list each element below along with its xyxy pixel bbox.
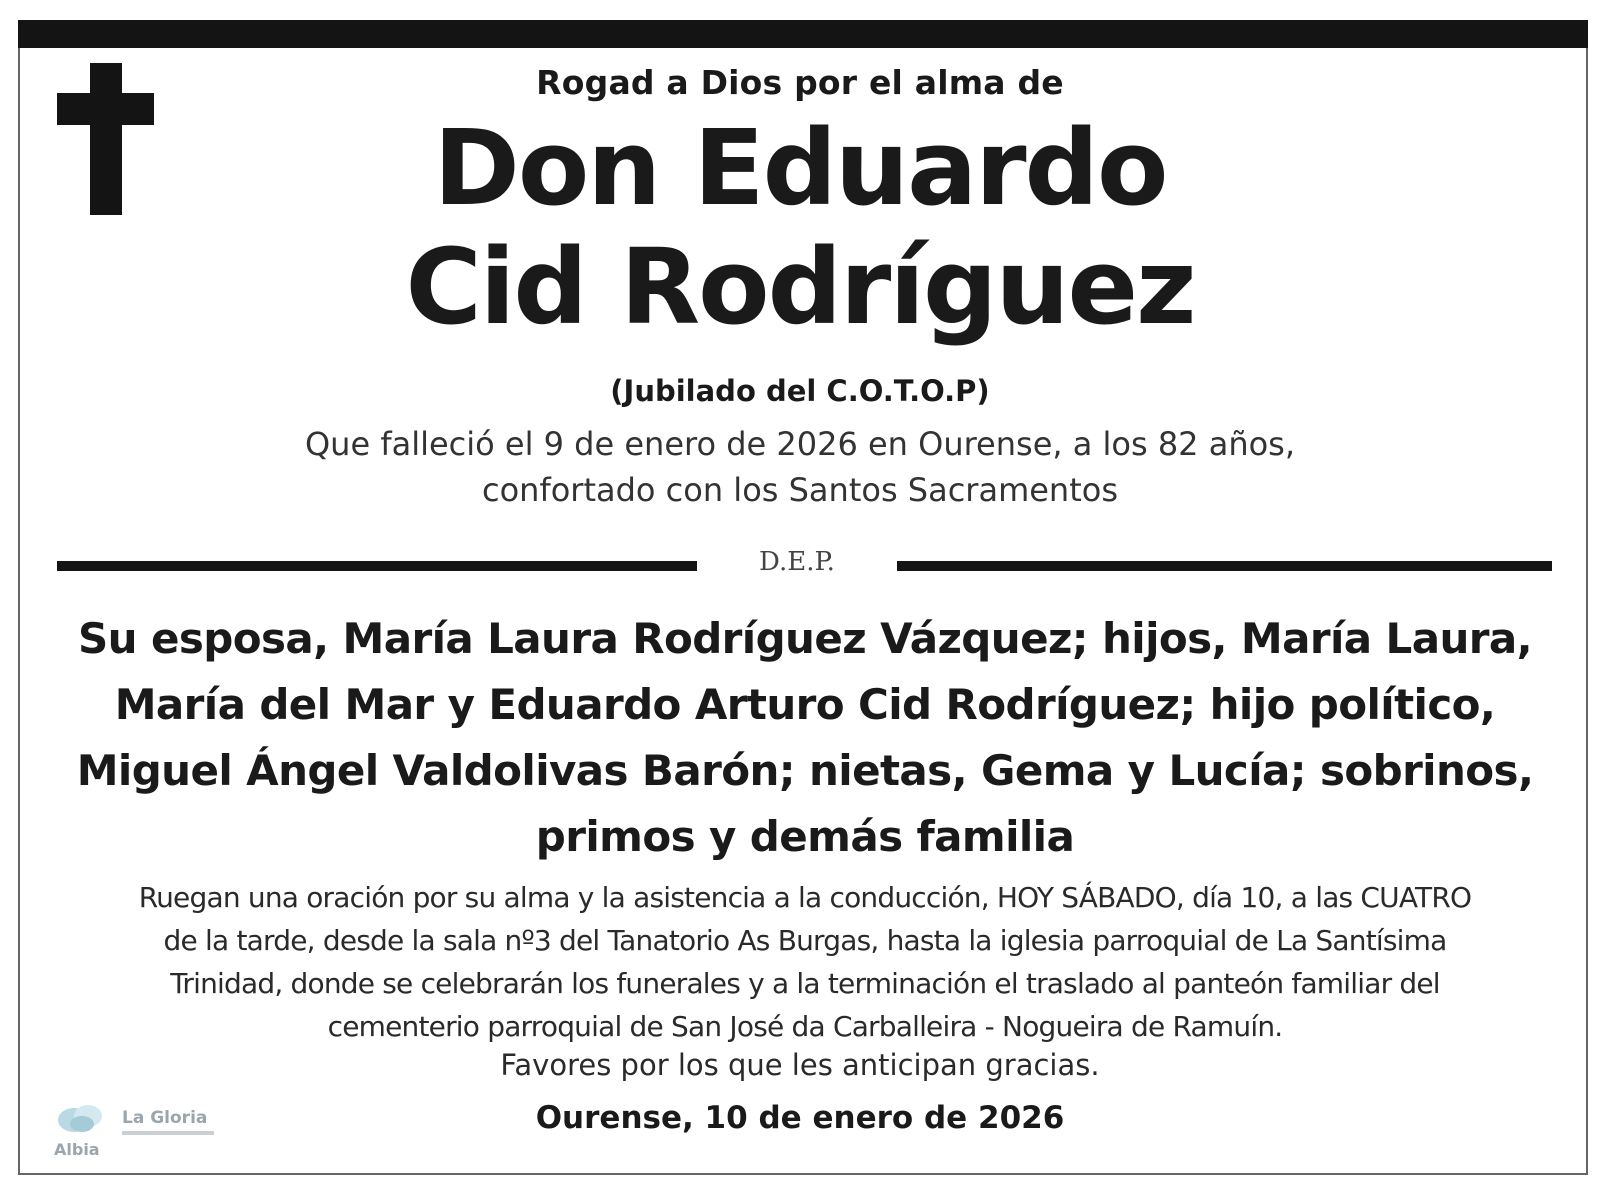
- family-line: primos y demás familia: [535, 812, 1075, 861]
- service-details: [50, 876, 1560, 1048]
- albia-logo-icon: [54, 1098, 110, 1138]
- dep-label: D.E.P.: [759, 547, 835, 577]
- funeral-home-logo: [54, 1098, 224, 1164]
- deceased-name-line1: Don Eduardo: [433, 107, 1167, 229]
- service-line: Ruegan una oración por su alma y la asistencia a la conducción, HOY SÁBADO, día 10, a las CUATRO: [138, 881, 1472, 914]
- death-info-line2: confortado con los Santos Sacramentos: [482, 471, 1118, 509]
- closing-date: Ourense, 10 de enero de 2026: [535, 1100, 1065, 1136]
- family-list: [50, 606, 1560, 870]
- family-line: María del Mar y Eduardo Arturo Cid Rodríguez; hijo político,: [114, 680, 1496, 729]
- service-line: cementerio parroquial de San José da Carballeira - Nogueira de Ramuín.: [327, 1010, 1283, 1043]
- family-line: Miguel Ángel Valdolivas Barón; nietas, Gema y Lucía; sobrinos,: [76, 746, 1534, 795]
- logo-gloria-text: La Gloria: [122, 1108, 208, 1128]
- intro-text: Rogad a Dios por el alma de: [536, 63, 1064, 102]
- divider-left: [57, 561, 697, 571]
- logo-albia-text: Albia: [54, 1140, 100, 1159]
- thanks-text: Favores por los que les anticipan gracias.: [500, 1048, 1100, 1082]
- logo-subline: [122, 1131, 214, 1135]
- deceased-name-line2: Cid Rodríguez: [405, 226, 1195, 348]
- family-line: Su esposa, María Laura Rodríguez Vázquez; hijos, María Laura,: [78, 614, 1532, 663]
- divider-right: [897, 561, 1552, 571]
- service-line: de la tarde, desde la sala nº3 del Tanatorio As Burgas, hasta la iglesia parroquial de La Santísima: [163, 924, 1447, 957]
- death-info-line1: Que falleció el 9 de enero de 2026 en Ourense, a los 82 años,: [304, 425, 1296, 463]
- service-line: Trinidad, donde se celebrarán los funerales y a la terminación el traslado al panteón familiar del: [170, 967, 1440, 1000]
- occupation-subtitle: (Jubilado del C.O.T.O.P): [610, 374, 990, 408]
- top-black-bar: [18, 20, 1588, 48]
